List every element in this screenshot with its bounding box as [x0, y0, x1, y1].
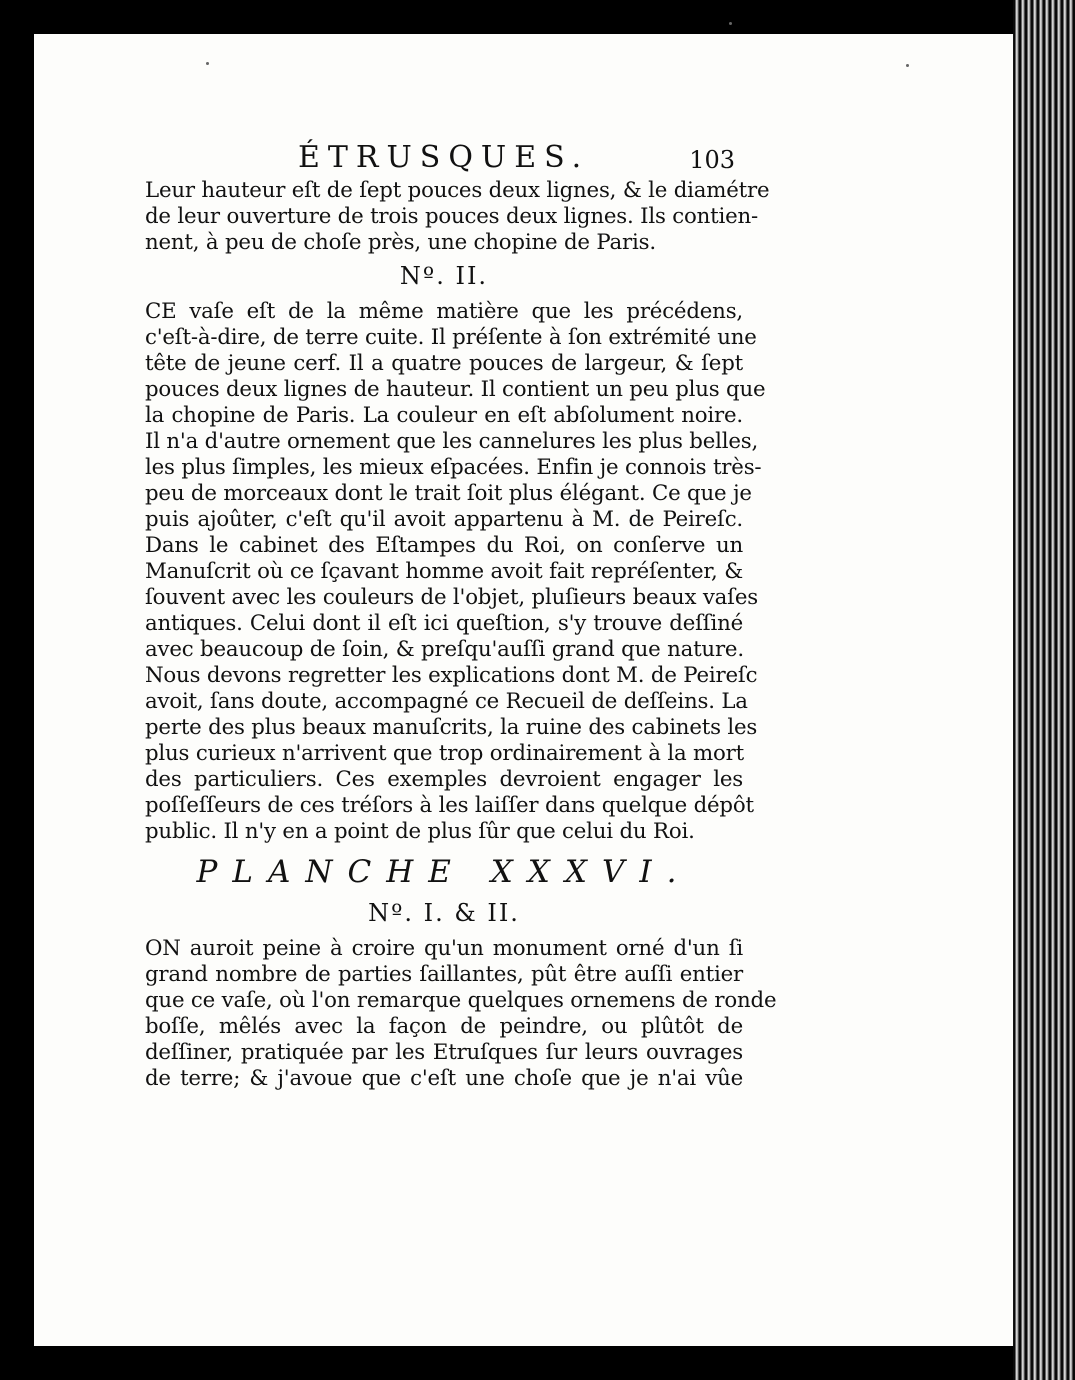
speck — [206, 62, 209, 65]
text-line: grand nombre de parties ſaillantes, pût être auſſi entier — [145, 962, 743, 987]
text-line: Manuſcrit où ce ſçavant homme avoit fait repréſenter, & — [145, 559, 743, 584]
running-title: ÉTRUSQUES. — [298, 140, 590, 175]
section-heading-no1-2: Nº. I. & II. — [368, 899, 520, 927]
speck — [729, 22, 732, 25]
text-line: la chopine de Paris. La couleur en eſt abſolument noire. — [145, 403, 743, 428]
text-line: poſſeſſeurs de ces tréſors à les laiſſer dans quelque dépôt — [145, 793, 754, 818]
text-line: deſſiner, pratiquée par les Etruſques ſur leurs ouvrages — [145, 1040, 743, 1065]
page-fore-edge — [1013, 0, 1075, 1380]
text-line: peu de morceaux dont le trait ſoit plus élégant. Ce que je — [145, 481, 752, 506]
page-number: 103 — [689, 146, 735, 174]
text-line: Il n'a d'autre ornement que les cannelures les plus belles, — [145, 429, 759, 454]
text-line: CE vaſe eſt de la même matière que les précédens, — [145, 299, 743, 324]
text-line: nent, à peu de choſe près, une chopine de Paris. — [145, 230, 656, 255]
text-line: Dans le cabinet des Eſtampes du Roi, on conſerve un — [145, 533, 743, 558]
text-line: les plus ſimples, les mieux eſpacées. Enfin je connois très- — [145, 455, 762, 480]
text-line: tête de jeune cerf. Il a quatre pouces de largeur, & ſept — [145, 351, 743, 376]
text-line: ſouvent avec les couleurs de l'objet, pluſieurs beaux vaſes — [145, 585, 758, 610]
page-text — [145, 138, 777, 1092]
plate-heading: PLANCHE XXXVI. — [196, 854, 692, 890]
text-line: puis ajoûter, c'eſt qu'il avoit appartenu à M. de Peireſc. — [145, 507, 743, 532]
running-head — [145, 138, 743, 178]
text-line: que ce vaſe, où l'on remarque quelques ornemens de ronde — [145, 988, 777, 1013]
text-line: de leur ouverture de trois pouces deux lignes. Ils contien- — [145, 204, 758, 229]
text-line: pouces deux lignes de hauteur. Il contient un peu plus que — [145, 377, 766, 402]
text-line: boſſe, mêlés avec la façon de peindre, ou plûtôt de — [145, 1014, 743, 1039]
text-line: public. Il n'y en a point de plus ſûr que celui du Roi. — [145, 819, 695, 844]
text-line: perte des plus beaux manuſcrits, la ruine des cabinets les — [145, 715, 758, 740]
text-line: c'eſt-à-dire, de terre cuite. Il préſente à ſon extrémité une — [145, 325, 757, 350]
paragraph-continued — [145, 178, 770, 256]
paragraph-plate36 — [145, 936, 777, 1092]
text-line: Nous devons regretter les explications dont M. de Peireſc — [145, 663, 758, 688]
text-line: antiques. Celui dont il eſt ici queſtion, s'y trouve deſſiné — [145, 611, 743, 636]
text-line: de terre; & j'avoue que c'eſt une choſe que je n'ai vûe — [145, 1066, 743, 1091]
paragraph-no2 — [145, 299, 766, 845]
text-line: Leur hauteur eſt de ſept pouces deux lignes, & le diamétre — [145, 178, 770, 203]
section-heading-no2: Nº. II. — [399, 262, 489, 290]
text-line: avec beaucoup de ſoin, & preſqu'auſſi grand que nature. — [145, 637, 744, 662]
speck — [906, 64, 909, 67]
text-line: plus curieux n'arrivent que trop ordinairement à la mort — [145, 741, 744, 766]
text-line: avoit, ſans doute, accompagné ce Recueil de deſſeins. La — [145, 689, 748, 714]
text-line: ON auroit peine à croire qu'un monument orné d'un ſi — [145, 936, 743, 961]
text-line: des particuliers. Ces exemples devroient engager les — [145, 767, 743, 792]
